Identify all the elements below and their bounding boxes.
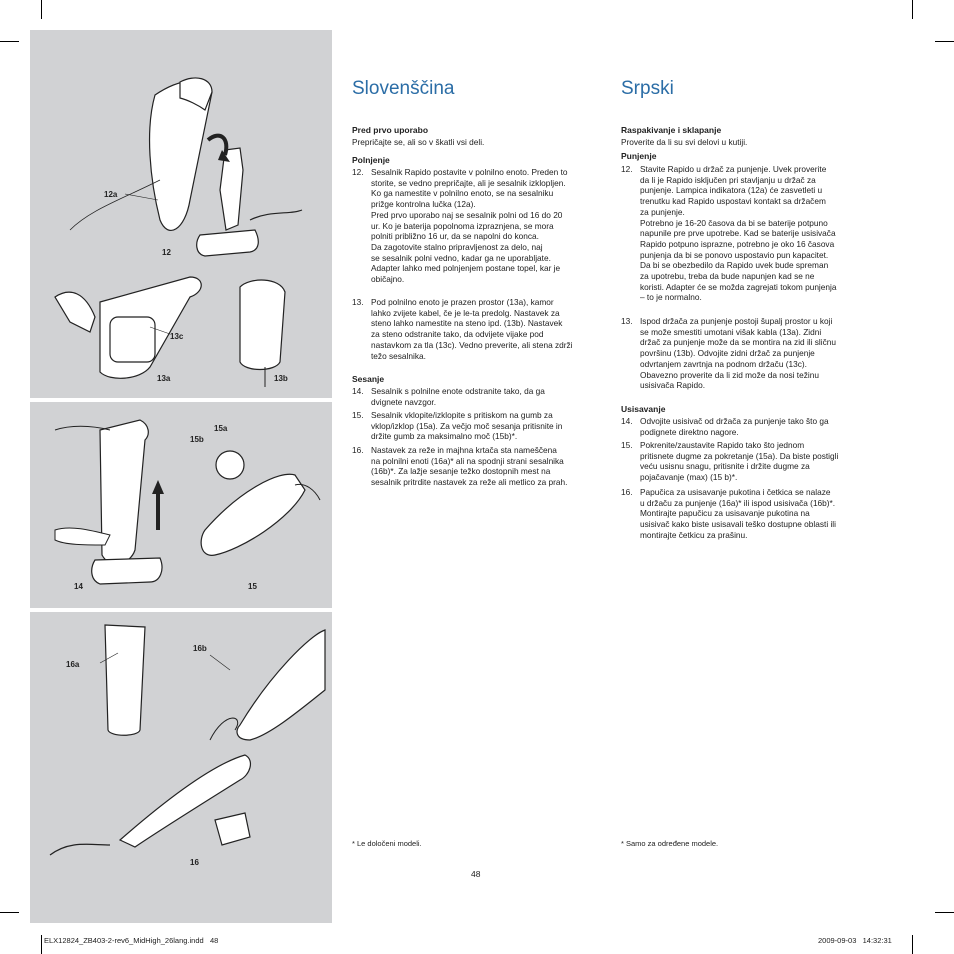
- slo-heading-vacuuming: Sesanje: [352, 374, 385, 384]
- srp-footnote: * Samo za određene modele.: [621, 839, 719, 848]
- crop-mark: [41, 0, 42, 19]
- srpski-title: Srpski: [621, 78, 674, 99]
- srp-heading-vacuuming: Usisavanje: [621, 404, 666, 414]
- figure-label-13b: 13b: [274, 374, 288, 383]
- slo-footnote: * Le določeni modeli.: [352, 839, 422, 848]
- crop-mark: [935, 912, 954, 913]
- figure-label-15b: 15b: [190, 435, 204, 444]
- figure-label-16b: 16b: [193, 644, 207, 653]
- slug-timestamp: 2009-09-03 14:32:31: [818, 936, 892, 945]
- crop-mark: [0, 912, 19, 913]
- crop-mark: [41, 935, 42, 954]
- slo-heading-charging: Polnjenje: [352, 155, 390, 165]
- figure-label-13a: 13a: [157, 374, 171, 383]
- slovenscina-title: Slovenščina: [352, 78, 455, 99]
- slug-filename: ELX12824_ZB403-2-rev6_MidHigh_26lang.indd 48: [44, 936, 219, 945]
- srp-unpacking-text: Proverite da li su svi delovi u kutiji.: [621, 137, 748, 147]
- figure-label-12a: 12a: [104, 190, 118, 199]
- figure-14-15-illustration: [40, 410, 325, 590]
- figure-label-15: 15: [248, 582, 257, 591]
- figure-12-illustration: [40, 70, 320, 270]
- panel-divider: [30, 398, 332, 402]
- slo-heading-first-use: Pred prvo uporabo: [352, 125, 429, 135]
- figure-label-14: 14: [74, 582, 83, 591]
- slo-first-use-text: Prepričajte se, ali so v škatli vsi deli.: [352, 137, 485, 147]
- figure-label-16: 16: [190, 858, 199, 867]
- crop-mark: [912, 935, 913, 954]
- crop-mark: [935, 41, 954, 42]
- figure-label-13c: 13c: [170, 332, 184, 341]
- figure-label-12: 12: [162, 248, 171, 257]
- srp-heading-unpacking: Raspakivanje i sklapanje: [621, 125, 722, 135]
- crop-mark: [912, 0, 913, 19]
- figure-label-16a: 16a: [66, 660, 80, 669]
- crop-mark: [0, 41, 19, 42]
- figure-label-15a: 15a: [214, 424, 228, 433]
- panel-divider: [30, 608, 332, 612]
- page-number: 48: [471, 869, 481, 879]
- srp-heading-charging: Punjenje: [621, 151, 657, 161]
- figure-16-illustration: [40, 615, 330, 880]
